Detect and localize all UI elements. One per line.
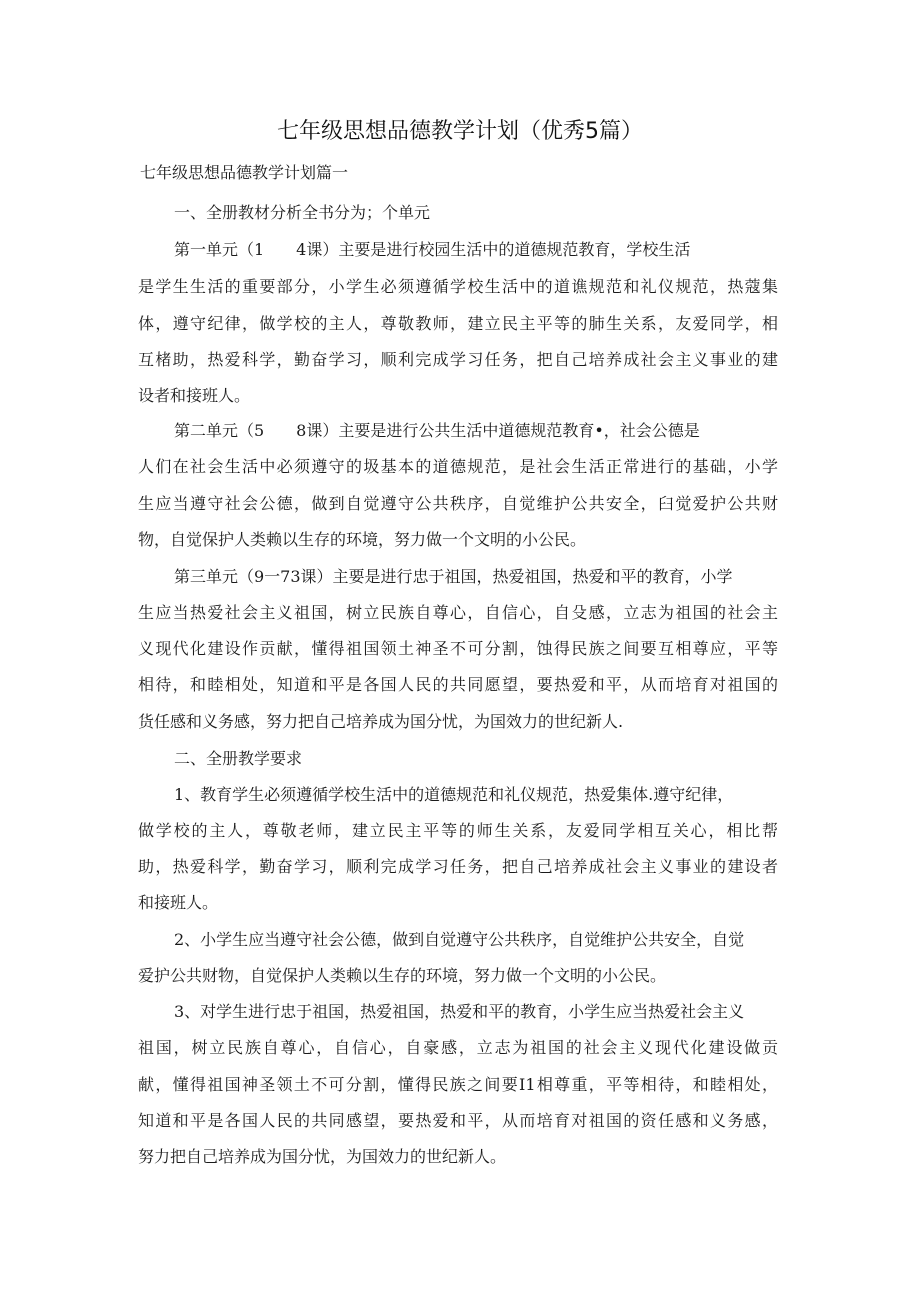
paragraph-line: 祖国，树立民族自尊心，自信心，自豪感，立志为祖国的社会主义现代化建设做贡 xyxy=(138,1038,778,1057)
paragraph-line: 第二单元（5 8课）主要是进行公共生活中道德规范教育•，社会公德是 xyxy=(174,421,700,440)
paragraph-line: 助，热爱科学，勤奋学习，顺利完成学习任务，把自己培养成社会主义事业的建设者 xyxy=(138,857,778,876)
paragraph-line: 一、全册教材分析全书分为；个单元 xyxy=(174,203,431,222)
section-heading: 二、全册教学要求 xyxy=(174,749,303,768)
paragraph-line: 物，自觉保护人类赖以生存的环境，努力做一个文明的小公民。 xyxy=(138,530,587,549)
paragraph-line: 体，遵守纪律，做学校的主人，尊敬教师，建立民主平等的肺生关系，友爱同学，相 xyxy=(138,314,778,333)
paragraph-line: 是学生生活的重要部分，小学生必须遵循学校生活中的道谯规范和礼仪规范，热蔻集 xyxy=(138,277,778,296)
paragraph-line: 第一单元（1 4课）主要是进行校园生活中的道德规范教育，学校生活 xyxy=(174,240,691,259)
paragraph-line: 献，懂得祖国神圣领土不可分割，懂得民族之间要I1相尊重，平等相待，和睦相处， xyxy=(138,1075,778,1094)
paragraph-line: 2、小学生应当遵守社会公德，做到自觉遵守公共秩序，自觉维护公共安全，自觉 xyxy=(174,930,745,949)
paragraph-line: 相待，和睦相处，知道和平是各国人民的共同愿望，要热爱和平，从而培育对祖国的 xyxy=(138,675,778,694)
paragraph-line: 互楮助，热爱科学，勤奋学习，顺利完成学习任务，把自己培养成社会主义事业的建 xyxy=(138,350,778,369)
paragraph-line: 货任感和义务感，努力把自己培养成为国分忧，为国效力的世纪新人. xyxy=(138,712,624,731)
paragraph-line: 爱护公共财物，自觉保护人类赖以生存的环境，努力做一个文明的小公民。 xyxy=(138,966,667,985)
document-title: 七年级思想品德教学计划（优秀5篇） xyxy=(277,119,643,144)
paragraph-line: 做学校的主人，尊敬老师，建立民主平等的师生关系，友爱同学相互关心，相比帮 xyxy=(138,821,778,840)
paragraph-line: 知道和平是各国人民的共同感望，要热爱和平，从而培育对祖国的资任感和义务感， xyxy=(138,1111,778,1130)
paragraph-line: 和接班人。 xyxy=(138,893,219,912)
paragraph-line: 生应当遵守社会公德，做到自觉遵守公共秩序，自觉维护公共安全，臼觉爱护公共财 xyxy=(138,494,778,513)
paragraph-line: 义现代化建设作贡献，懂得祖国领土神圣不可分割，蚀得民族之间要互相尊应，平等 xyxy=(138,639,778,658)
paragraph-line: 第三单元（9一73课）主要是进行忠于祖国，热爱祖国，热爱和平的教育，小学 xyxy=(174,567,733,586)
paragraph-line: 设者和接班人。 xyxy=(138,386,251,405)
section-heading: 七年级思想品德教学计划篇一 xyxy=(140,163,349,182)
paragraph-line: 3、对学生进行忠于祖国，热爱祖国，热爱和平的教育，小学生应当热爱社会主义 xyxy=(174,1002,745,1021)
paragraph-line: 努力把自己培养成为国分忧，为国效力的世纪新人。 xyxy=(138,1147,507,1166)
paragraph-line: 生应当热爱社会主义祖国，树立民族自尊心，自信心，自殳感，立志为祖国的社会主 xyxy=(138,603,778,622)
paragraph-line: 1、教育学生必须遵循学校生活中的道德规范和礼仪规范，热爱集体.遵守纪律， xyxy=(174,785,734,804)
paragraph-line: 人们在社会生活中必须遵守的圾基本的道德规范，是社会生活正常进行的基础，小学 xyxy=(138,457,778,476)
